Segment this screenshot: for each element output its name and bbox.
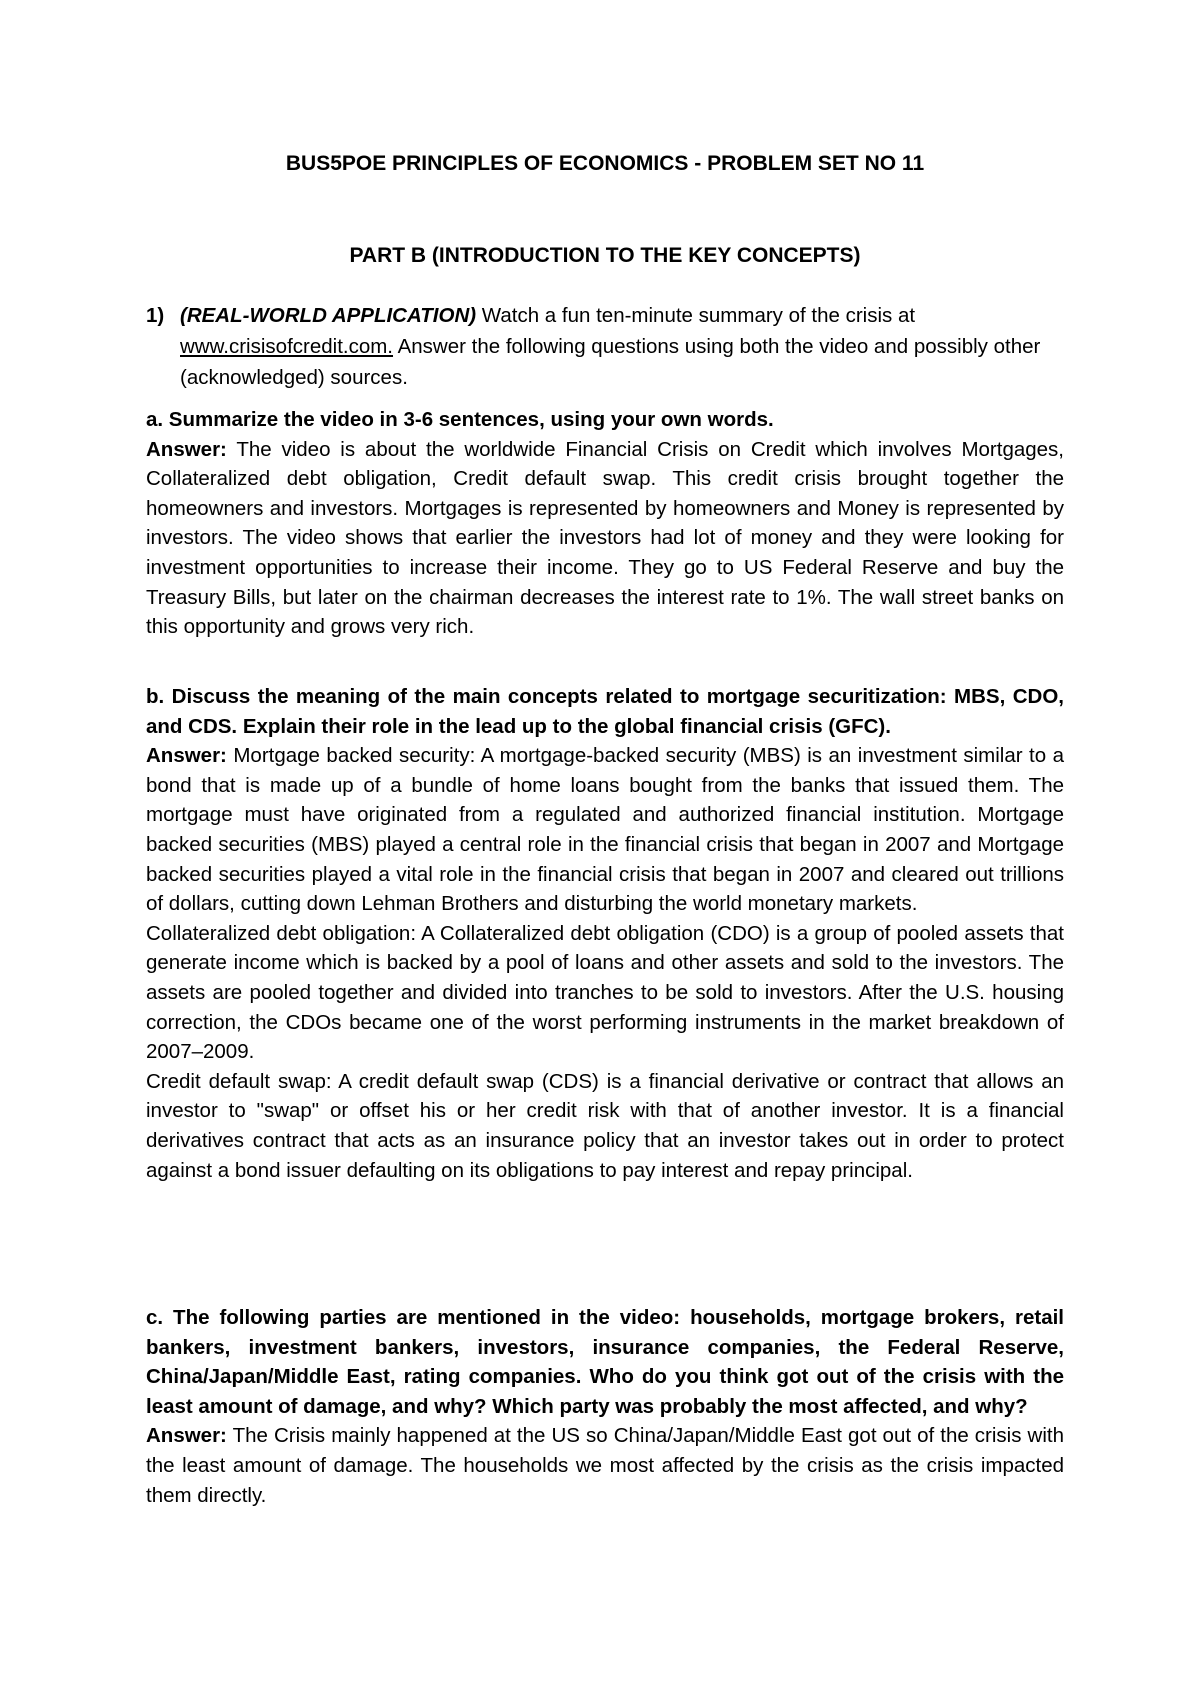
document-title: BUS5POE PRINCIPLES OF ECONOMICS - PROBLEM SET NO 11 (285, 152, 925, 175)
section-c-question: c. The following parties are mentioned in the video: households, mortgage brokers, retail bankers, investment bankers, investors, insurance companies, the Federal Reserve, China/Japan/Middle East, rating companies. Who do you think got out of the crisis with the least amount of damage, and why? Which party was probably the most affected, and why? (146, 1306, 1064, 1418)
section-a-answer-text: The video is about the worldwide Financial Crisis on Credit which involves Mortgages, Collateralized debt obligation, Credit default swap. This credit crisis brought together the homeowners and investors. Mortgages is represented by homeowners and Money is represented by investors. The video shows that earlier the investors had lot of money and they were looking for investment opportunities to increase their income. They go to US Federal Reserve and buy the Treasury Bills, but later on the chairman decreases the interest rate to 1%. The wall street banks on this opportunity and grows very rich. (146, 437, 1064, 639)
question-1-instructions: Answer the following questions using both the video and possibly other (acknowledged) sources. (180, 335, 1041, 389)
section-b-answer-label: Answer: (146, 744, 227, 768)
question-1 (146, 300, 1064, 393)
section-b-answer-mbs (146, 741, 1064, 919)
question-1-text (180, 300, 1064, 393)
section-c-answer-label: Answer: (146, 1424, 227, 1448)
section-a-answer (146, 435, 1064, 642)
mbs-paragraph: Mortgage backed security: A mortgage-backed security (MBS) is an investment similar to a bond that is made up of a bundle of home loans bought from the banks that issued them. The mortgage must have originated from a regulated and authorized financial institution. Mortgage backed securities (MBS) played a central role in the financial crisis that began in 2007 and Mortgage backed securities played a vital role in the financial crisis that began in 2007 and cleared out trillions of dollars, cutting down Lehman Brothers and disturbing the world monetary markets. (146, 744, 1064, 916)
section-b-question: b. Discuss the meaning of the main concepts related to mortgage securitization: MBS, CDO, and CDS. Explain their role in the lead up to the global financial crisis (GFC). (146, 685, 1064, 738)
section-c-answer-text: The Crisis mainly happened at the US so China/Japan/Middle East got out of the crisis with the least amount of damage. The households we most affected by the crisis as the crisis impacted them directly. (146, 1424, 1064, 1507)
section-a (146, 405, 1064, 642)
section-c-answer (146, 1421, 1064, 1510)
section-b (146, 682, 1064, 1185)
section-a-answer-label: Answer: (146, 437, 227, 461)
question-1-intro: Watch a fun ten-minute summary of the crisis at (476, 304, 916, 327)
cds-paragraph: Credit default swap: A credit default swap (CDS) is a financial derivative or contract that allows an investor to "swap" or offset his or her credit risk with that of another investor. It is a financial derivatives contract that acts as an insurance policy that an investor takes out in order to protect against a bond issuer defaulting on its obligations to pay interest and repay principal. (146, 1069, 1064, 1182)
section-c (146, 1303, 1064, 1510)
question-1-tag: (REAL-WORLD APPLICATION) (180, 304, 477, 327)
question-1-number: 1) (146, 304, 165, 327)
section-a-question: a. Summarize the video in 3-6 sentences, using your own words. (146, 408, 774, 431)
part-heading: PART B (INTRODUCTION TO THE KEY CONCEPTS) (349, 244, 861, 267)
cdo-paragraph: Collateralized debt obligation: A Collateralized debt obligation (CDO) is a group of pooled assets that generate income which is backed by a pool of loans and other assets and sold to the investors. The assets are pooled together and divided into tranches to be sold to investors. After the U.S. housing correction, the CDOs became one of the worst performing instruments in the market breakdown of 2007–2009. (146, 921, 1064, 1064)
crisis-of-credit-link[interactable]: www.crisisofcredit.com. (180, 335, 394, 358)
